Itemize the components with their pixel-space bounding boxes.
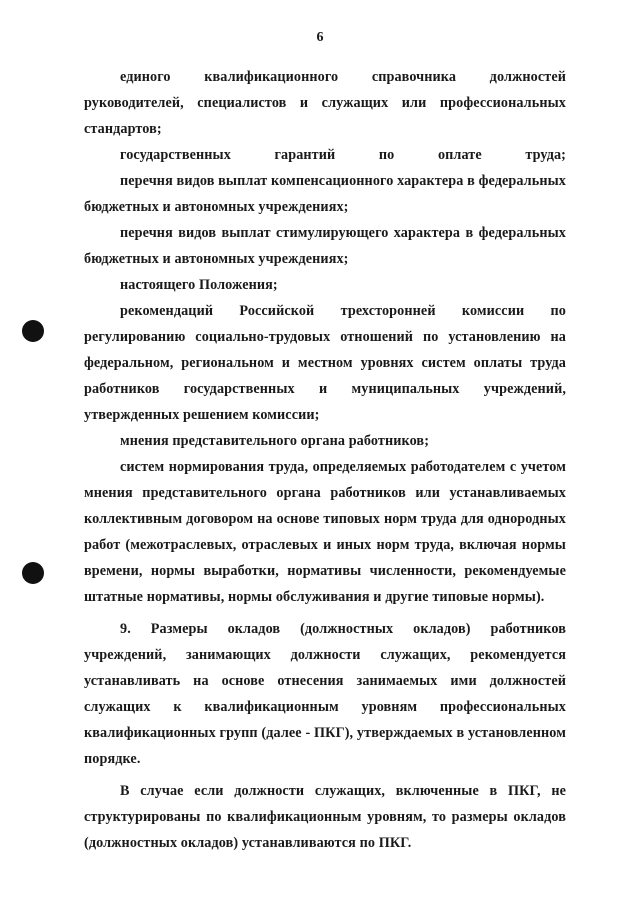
page-number: 6 bbox=[316, 30, 324, 45]
paragraph: В случае если должности служащих, включенные в ПКГ, не структурированы по квалификационным уровням, то размеры окладов (должностных окладов) устанавливаются по ПКГ. bbox=[84, 783, 566, 851]
punch-hole bbox=[22, 562, 44, 584]
paragraph: перечня видов выплат компенсационного характера в федеральных бюджетных и автономных учреждениях; bbox=[84, 173, 566, 215]
punch-hole bbox=[22, 320, 44, 342]
paragraph: единого квалификационного справочника должностей руководителей, специалистов и служащих или профессиональных стандартов; bbox=[84, 69, 566, 137]
paragraph: перечня видов выплат стимулирующего характера в федеральных бюджетных и автономных учреждениях; bbox=[84, 225, 566, 267]
paragraph: рекомендаций Российской трехсторонней комиссии по регулированию социально-трудовых отношений по установлению на федеральном, региональном и местном уровнях систем оплаты труда работников государственных и муниципальных учреждений, утвержденных решением комиссии; bbox=[84, 303, 566, 423]
paragraph: государственных гарантий по оплате труда; bbox=[120, 147, 566, 163]
paragraph: систем нормирования труда, определяемых работодателем с учетом мнения представительного органа работников или устанавливаемых коллективным договором на основе типовых норм труда для однородных работ (межотраслевых, отраслевых и иных норм труда, включая нормы времени, нормы выработки, нормативы численности, рекомендуемые штатные нормативы, нормы обслуживания и другие типовые нормы). bbox=[84, 459, 566, 605]
document-body bbox=[84, 64, 566, 856]
paragraph: настоящего Положения; bbox=[120, 277, 278, 293]
paragraph: 9. Размеры окладов (должностных окладов) работников учреждений, занимающих должности служащих, рекомендуется устанавливать на основе отнесения занимаемых ими должностей служащих к квалификационным уровням профессиональных квалификационных групп (далее - ПКГ), утверждаемых в установленном порядке. bbox=[84, 621, 566, 767]
paragraph: мнения представительного органа работников; bbox=[120, 433, 430, 449]
